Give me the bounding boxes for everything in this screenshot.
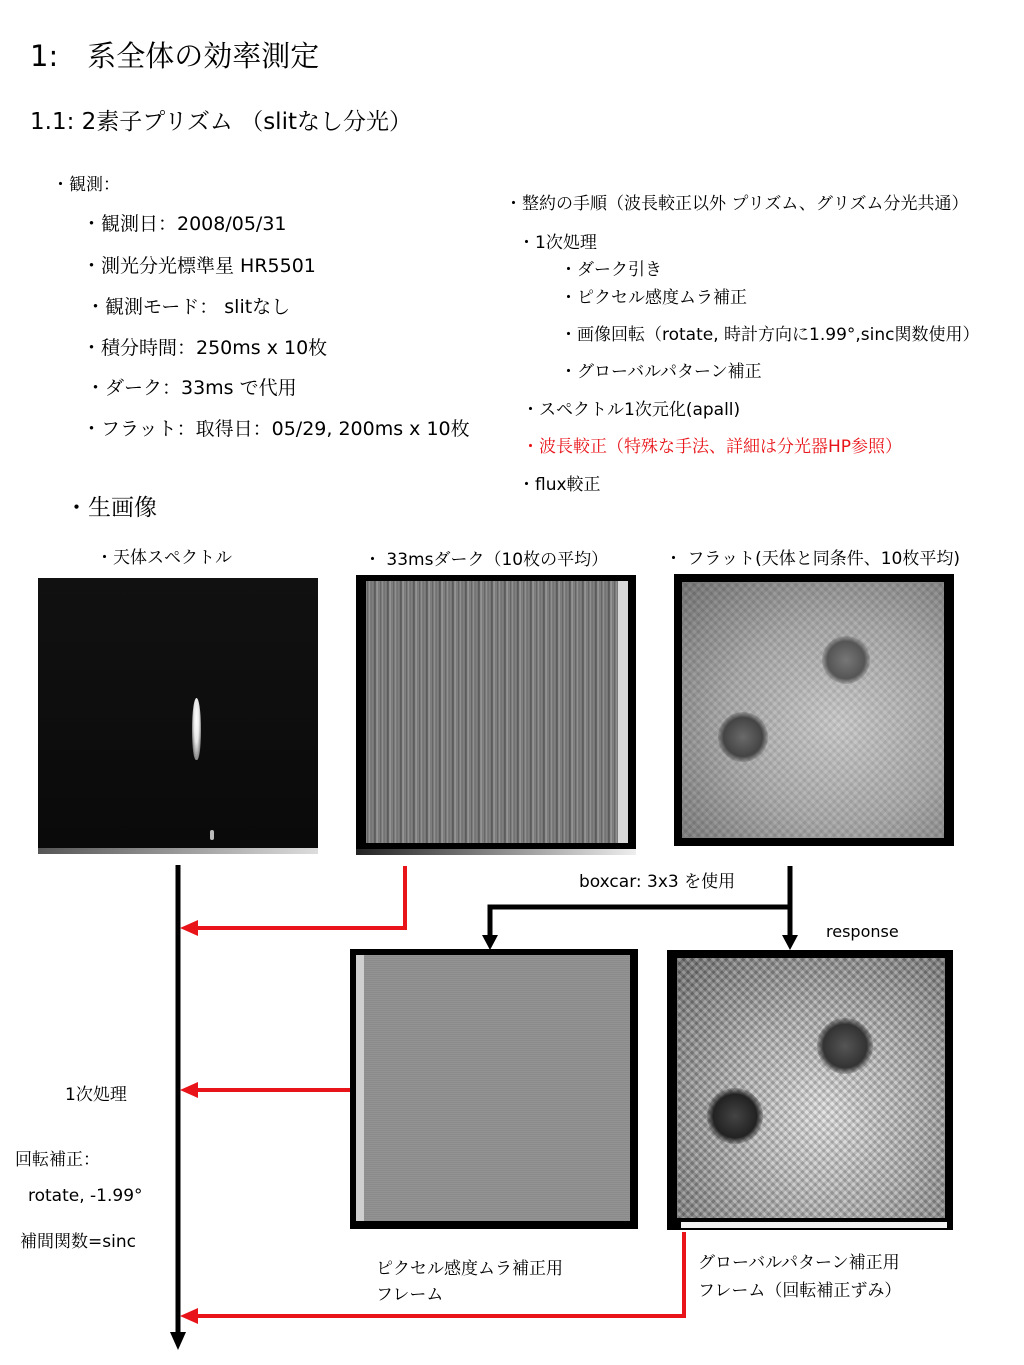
observation-item: ・ダーク：33ms で代用 bbox=[86, 377, 297, 399]
spectrum-label: ・天体スペクトル bbox=[96, 548, 232, 568]
observation-header: ・観測： bbox=[52, 175, 120, 195]
pixel-frame-label: フレーム bbox=[376, 1285, 444, 1305]
rotation-header: 回転補正： bbox=[15, 1150, 100, 1170]
section-subtitle: 1.1: 2素子プリズム （slitなし分光） bbox=[30, 109, 412, 135]
flat-label: ・ フラット(天体と同条件、10枚平均) bbox=[665, 549, 960, 569]
boxcar-arrowhead-left bbox=[482, 935, 498, 950]
boxcar-arrowhead-right bbox=[782, 935, 798, 950]
procedure-substep: ・画像回転（rotate, 時計方向に1.99°,sinc関数使用） bbox=[560, 325, 980, 345]
procedure-step3: ・波長較正（特殊な手法、詳細は分光器HP参照） bbox=[522, 437, 903, 457]
observation-item: ・観測モード： slitなし bbox=[86, 296, 291, 318]
procedure-step1: ・1次処理 bbox=[518, 233, 597, 253]
first-process-label: 1次処理 bbox=[65, 1085, 127, 1105]
global-frame-label: グローバルパターン補正用 bbox=[698, 1253, 900, 1273]
dark-arrowhead bbox=[180, 920, 198, 936]
observation-item: ・観測日：2008/05/31 bbox=[82, 213, 287, 235]
procedure-substep: ・ピクセル感度ムラ補正 bbox=[560, 288, 747, 308]
observation-item: ・測光分光標準星 HR5501 bbox=[82, 255, 316, 277]
interp-label: 補間関数=sinc bbox=[20, 1232, 136, 1252]
procedure-step2: ・スペクトル1次元化(apall) bbox=[522, 400, 741, 420]
procedure-substep: ・ダーク引き bbox=[560, 260, 662, 280]
global-frame-arrowhead bbox=[180, 1308, 198, 1324]
observation-item: ・フラット：取得日：05/29, 200ms x 10枚 bbox=[82, 418, 470, 440]
raw-images-header: ・生画像 bbox=[65, 495, 157, 521]
page-title: 1: 系全体の効率測定 bbox=[30, 39, 320, 73]
response-label: response bbox=[826, 922, 899, 941]
global-frame-label: フレーム（回転補正ずみ） bbox=[698, 1281, 902, 1301]
pixel-frame-label: ピクセル感度ムラ補正用 bbox=[376, 1259, 563, 1279]
dark-label: ・ 33msダーク（10枚の平均） bbox=[364, 550, 609, 570]
procedure-substep: ・グローバルパターン補正 bbox=[560, 362, 762, 382]
procedure-step4: ・flux較正 bbox=[518, 475, 601, 495]
rotation-value: rotate, -1.99° bbox=[28, 1186, 143, 1206]
main-flow-arrowhead bbox=[170, 1332, 186, 1350]
boxcar-branch-line bbox=[490, 907, 790, 938]
procedure-header: ・整約の手順（波長較正以外 プリズム、グリズム分光共通） bbox=[505, 194, 969, 214]
boxcar-label: boxcar: 3x3 を使用 bbox=[579, 872, 736, 892]
pixel-frame-arrowhead bbox=[180, 1082, 198, 1098]
dark-arrow bbox=[192, 866, 405, 928]
observation-item: ・積分時間：250ms x 10枚 bbox=[82, 337, 328, 359]
